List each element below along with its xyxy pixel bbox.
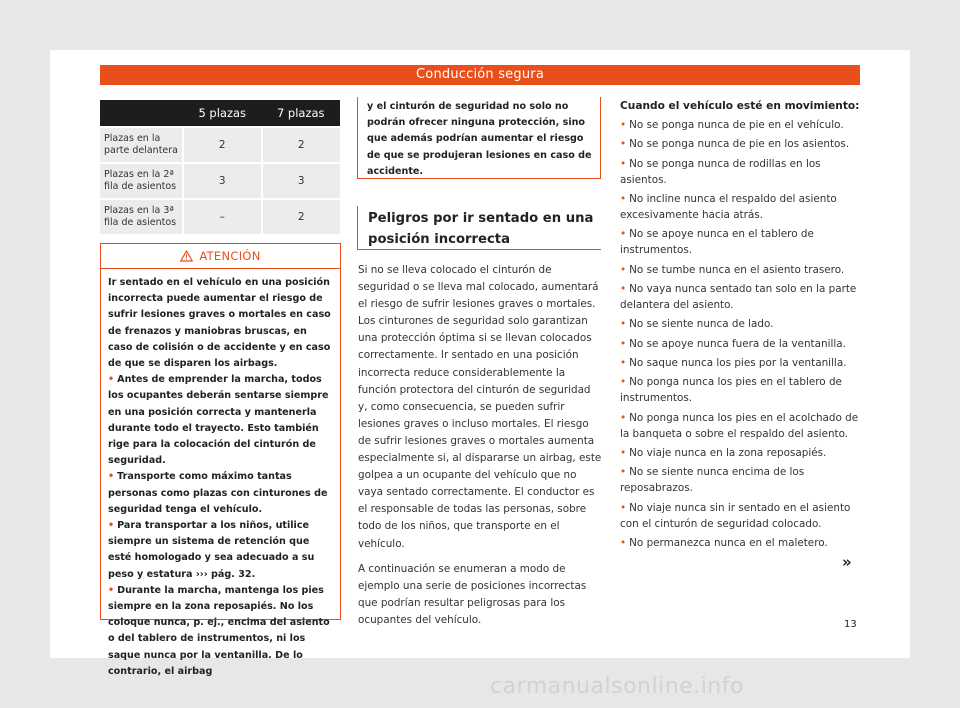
row-label: Plazas en la 2ª fila de asientos	[100, 163, 183, 199]
list-item: • No se apoye nunca en el tablero de instrumentos.	[620, 228, 814, 257]
bullet-icon: •	[620, 411, 627, 424]
watermark: carmanualsonline.info	[490, 674, 744, 699]
seat-capacity-table	[100, 100, 340, 234]
page-number: 13	[844, 619, 857, 630]
bullet-icon: •	[620, 138, 627, 151]
section-body	[358, 262, 602, 637]
body-paragraph: Si no se lleva colocado el cinturón de seguridad o se lleva mal colocado, aumentará el riesgo de sufrir lesiones graves o mortales. Los cinturones de seguridad solo garantizan una protección óptima si se llevan colocados correctamente. Ir sentado en una posición incorrecta reduce considerablemente la función protectora del cinturón de seguridad y, como consecuencia, se pueden sufrir lesiones graves o incluso mortales. El riesgo de sufrir lesiones graves o mortales aumenta especialmente si, al dispararse un airbag, este golpea a un ocupante del vehículo que no vaya sentado correctamente. El conductor es el responsable de todas las personas, sobre todo de los niños, que transporte en el vehículo.	[358, 264, 602, 550]
movement-list-title: Cuando el vehículo esté en movimiento:	[620, 100, 860, 112]
section-heading: Peligros por ir sentado en una posición incorrecta	[357, 206, 601, 250]
warning-bullet: • Antes de emprender la marcha, todos los ocupantes deberán sentarse siempre en una posición correcta y mantenerla durante todo el trayecto. Esto también rige para la colocación del cinturón de seguridad.	[108, 374, 329, 467]
list-item: • No permanezca nunca en el maletero.	[620, 536, 828, 549]
table-row	[100, 127, 340, 163]
seven-seat-value: 3	[262, 163, 341, 199]
table-row	[100, 199, 340, 234]
movement-list-section	[620, 99, 860, 554]
list-item: • No viaje nunca sin ir sentado en el asiento con el cinturón de seguridad colocado.	[620, 501, 851, 530]
warning-title: ATENCIÓN	[199, 249, 261, 263]
list-item: • No se apoye nunca fuera de la ventanilla.	[620, 337, 846, 350]
list-item: • No viaje nunca en la zona reposapiés.	[620, 446, 827, 459]
list-item: • No ponga nunca los pies en el acolchado de la banqueta o sobre el respaldo del asiento.	[620, 411, 859, 440]
page-header: Conducción segura	[100, 65, 860, 85]
bullet-icon: •	[620, 119, 627, 131]
warning-bullet: • Durante la marcha, mantenga los pies siempre en la zona reposapiés. No los coloque nunca, p. ej., encima del asiento o del tablero de instrumentos, ni los saque nunca por la ventanilla. De lo contrario, el airbag	[108, 584, 330, 677]
bullet-icon: •	[620, 282, 627, 295]
five-seat-value: 2	[183, 127, 262, 163]
row-label: Plazas en la parte delantera	[100, 127, 183, 163]
table-header-cell	[100, 100, 183, 127]
warning-bullet: • Transporte como máximo tantas personas como plazas con cinturones de seguridad tenga el vehículo.	[108, 471, 328, 515]
list-item: • No incline nunca el respaldo del asiento excesivamente hacia atrás.	[620, 192, 837, 222]
movement-list	[620, 117, 860, 551]
continue-mark: »	[842, 553, 852, 571]
warning-box	[100, 243, 341, 677]
warning-intro: Ir sentado en el vehículo en una posición incorrecta puede aumentar el riesgo de sufrir lesiones graves o mortales en caso de frenazos y maniobras bruscas, en caso de colisión o de accidente y en caso de que se disparen los airbags.	[108, 277, 331, 370]
seven-seat-value: 2	[262, 199, 341, 234]
table-row	[100, 163, 340, 199]
list-item: • No se ponga nunca de rodillas en los asientos.	[620, 157, 821, 186]
bullet-icon: •	[620, 536, 627, 549]
list-item: • No vaya nunca sentado tan solo en la parte delantera del asiento.	[620, 282, 857, 312]
body-paragraph: A continuación se enumeran a modo de ejemplo una serie de posiciones incorrectas que podrían resultar peligrosas para los ocupantes del vehículo.	[358, 562, 587, 626]
bullet-icon: •	[620, 376, 627, 389]
five-seat-value: 3	[183, 163, 262, 199]
bullet-icon: •	[620, 466, 627, 479]
list-item: • No se ponga nunca de pie en el vehículo.	[620, 119, 844, 131]
warning-continuation-box: y el cinturón de seguridad no solo no podrán ofrecer ninguna protección, sino que además podrían aumentar el riesgo de que se produjeran lesiones en caso de accidente.	[357, 97, 601, 179]
row-label: Plazas en la 3ª fila de asientos	[100, 199, 183, 234]
bullet-icon: •	[108, 471, 115, 483]
list-item: • No se tumbe nunca en el asiento trasero.	[620, 263, 845, 276]
bullet-icon: •	[620, 263, 627, 276]
five-seat-value: –	[183, 199, 262, 234]
bullet-icon: •	[620, 356, 627, 369]
warning-title-bar	[101, 244, 340, 269]
warning-triangle-icon	[180, 250, 193, 262]
bullet-icon: •	[620, 318, 627, 331]
list-item: • No se ponga nunca de pie en los asientos.	[620, 138, 850, 151]
list-item: • No saque nunca los pies por la ventanilla.	[620, 356, 847, 369]
list-item: • No ponga nunca los pies en el tablero de instrumentos.	[620, 376, 842, 405]
bullet-icon: •	[620, 337, 627, 350]
list-item: • No se siente nunca encima de los reposabrazos.	[620, 466, 805, 495]
bullet-icon: •	[620, 446, 627, 459]
table-header-cell: 5 plazas	[183, 100, 262, 127]
list-item: • No se siente nunca de lado.	[620, 318, 774, 331]
table-header-cell: 7 plazas	[262, 100, 341, 127]
table-header-row	[100, 100, 340, 127]
bullet-icon: •	[108, 520, 115, 532]
bullet-icon: •	[620, 192, 627, 205]
bullet-icon: •	[620, 157, 627, 170]
bullet-icon: •	[108, 584, 115, 596]
warning-bullet: • Para transportar a los niños, utilice siempre un sistema de retención que esté homologado y sea adecuado a su peso y estatura ››› pág. 32.	[108, 520, 315, 580]
seven-seat-value: 2	[262, 127, 341, 163]
bullet-icon: •	[620, 501, 627, 514]
bullet-icon: •	[620, 228, 627, 241]
warning-body	[101, 269, 340, 680]
bullet-icon: •	[108, 374, 115, 386]
